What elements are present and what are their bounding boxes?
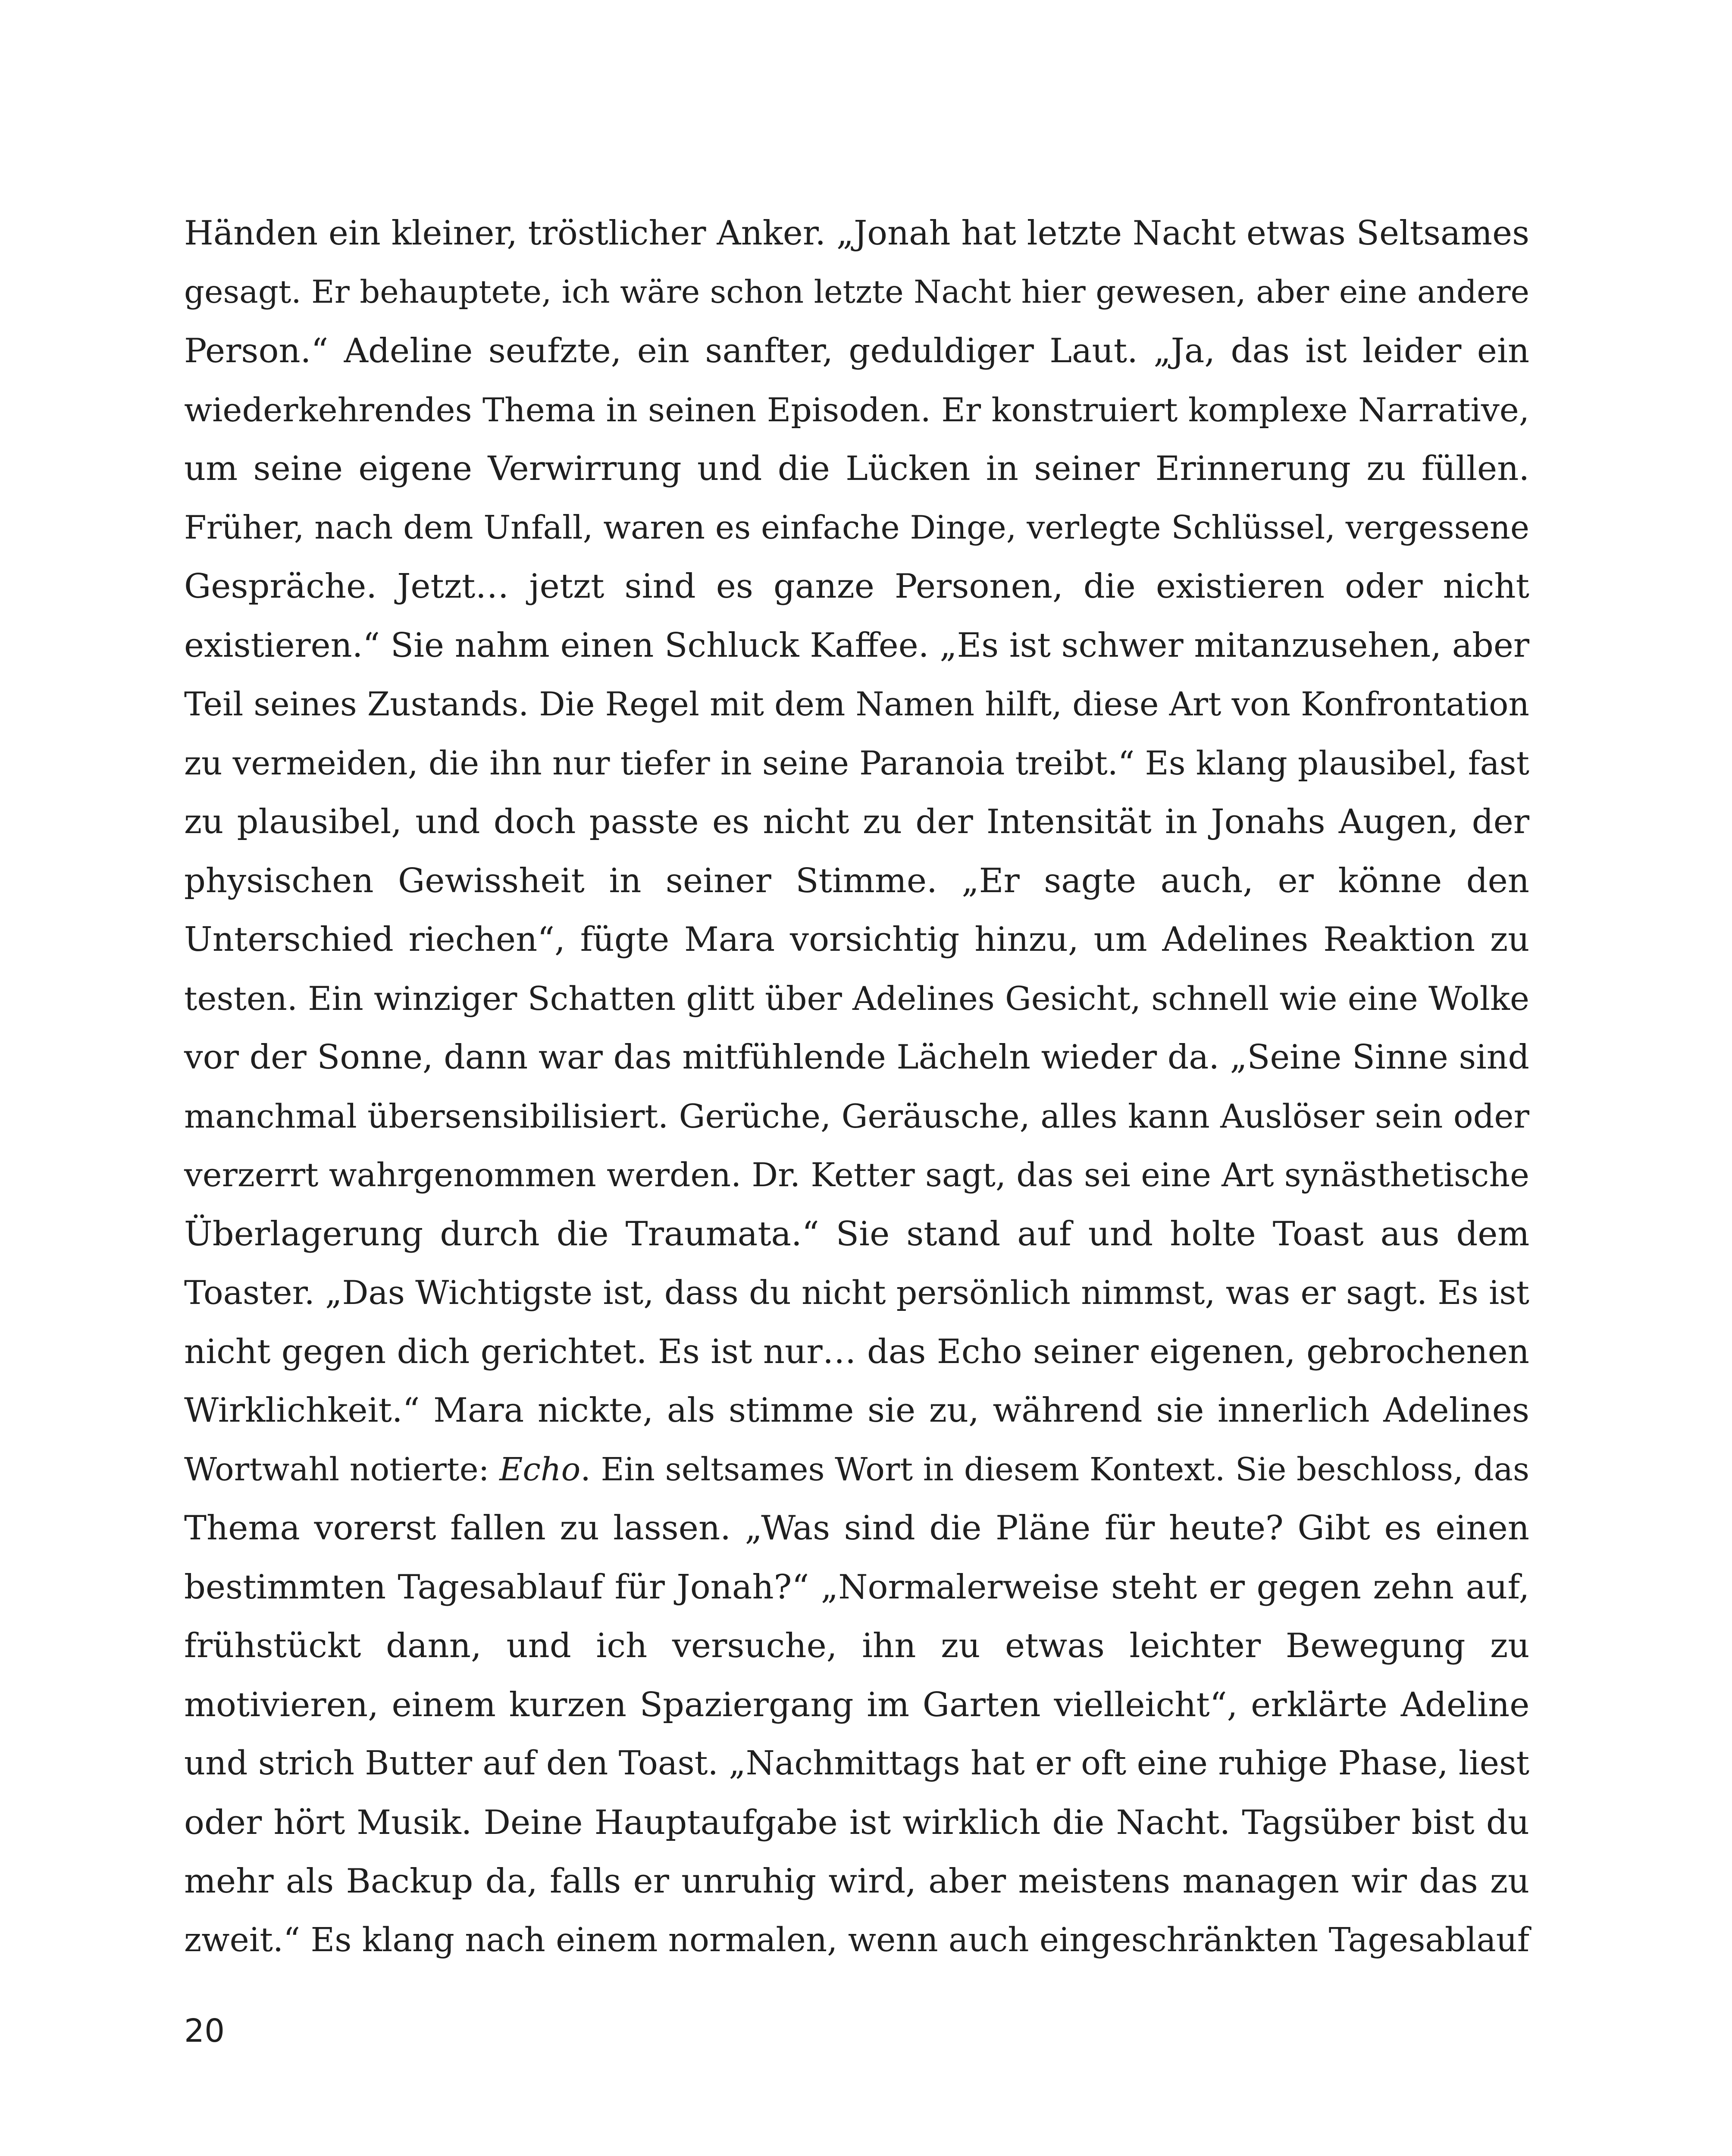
text-line: frühstückt dann, und ich versuche, ihn zu etwas leichter Bewegung zu — [184, 1626, 1530, 1665]
text-line: Thema vorerst fallen zu lassen. „Was sind die Pläne für heute? Gibt es einen — [184, 1509, 1529, 1548]
text-line: wiederkehrendes Thema in seinen Episoden. Er konstruiert komplexe Narrative, — [184, 390, 1529, 429]
text-line: um seine eigene Verwirrung und die Lücken in seiner Erinnerung zu füllen. — [184, 449, 1530, 488]
text-line: testen. Ein winziger Schatten glitt über Adelines Gesicht, schnell wie eine Wolke — [184, 979, 1529, 1018]
text-line: vor der Sonne, dann war das mitfühlende Lächeln wieder da. „Seine Sinne sind — [184, 1038, 1529, 1077]
text-line: Gespräche. Jetzt… jetzt sind es ganze Personen, die existieren oder nicht — [184, 567, 1529, 606]
text-line-last: zweit.“ Es klang nach einem normalen, wenn auch eingeschränkten Tagesablauf — [184, 1921, 1530, 1959]
text-line: existieren.“ Sie nahm einen Schluck Kaffee. „Es ist schwer mitanzusehen, aber — [184, 626, 1529, 665]
text-line: Person.“ Adeline seufzte, ein sanfter, geduldiger Laut. „Ja, das ist leider ein — [184, 332, 1530, 370]
text-line: motivieren, einem kurzen Spaziergang im Garten vielleicht“, erklärte Adeline — [184, 1685, 1530, 1724]
text-line: manchmal übersensibilisiert. Gerüche, Geräusche, alles kann Auslöser sein oder — [184, 1097, 1529, 1135]
text-line: Teil seines Zustands. Die Regel mit dem Namen hilft, diese Art von Konfrontation — [184, 685, 1529, 723]
text-line: Toaster. „Das Wichtigste ist, dass du nicht persönlich nimmst, was er sagt. Es ist — [184, 1273, 1529, 1312]
text-line: oder hört Musik. Deine Hauptaufgabe ist wirklich die Nacht. Tagsüber bist du — [184, 1803, 1529, 1842]
text-line: Händen ein kleiner, tröstlicher Anker. „Jonah hat letzte Nacht etwas Seltsames — [184, 214, 1530, 253]
text-line: Überlagerung durch die Traumata.“ Sie stand auf und holte Toast aus dem — [184, 1214, 1530, 1253]
echo-line-before: Wortwahl notierte: — [184, 1451, 500, 1488]
text-line: zu plausibel, und doch passte es nicht zu der Intensität in Jonahs Augen, der — [184, 802, 1530, 841]
echo-word: Echo — [499, 1451, 581, 1488]
text-line: und strich Butter auf den Toast. „Nachmittags hat er oft eine ruhige Phase, liest — [184, 1744, 1530, 1783]
text-line: physischen Gewissheit in seiner Stimme. „Er sagte auch, er könne den — [184, 861, 1529, 900]
text-line: mehr als Backup da, falls er unruhig wird, aber meistens managen wir das zu — [184, 1862, 1530, 1901]
text-line: Früher, nach dem Unfall, waren es einfache Dinge, verlegte Schlüssel, vergessene — [184, 508, 1529, 546]
body-text — [184, 204, 1529, 1970]
echo-line-after: . Ein seltsames Wort in diesem Kontext. Sie beschloss, das — [580, 1451, 1529, 1488]
page-number: 20 — [184, 2012, 225, 2049]
text-line-echo — [184, 1440, 1529, 1499]
text-line: Unterschied riechen“, fügte Mara vorsichtig hinzu, um Adelines Reaktion zu — [184, 920, 1530, 959]
text-line: Wirklichkeit.“ Mara nickte, als stimme sie zu, während sie innerlich Adelines — [184, 1391, 1529, 1430]
text-line: gesagt. Er behauptete, ich wäre schon letzte Nacht hier gewesen, aber eine andere — [184, 273, 1529, 310]
text-line: zu vermeiden, die ihn nur tiefer in seine Paranoia treibt.“ Es klang plausibel, fast — [184, 744, 1529, 782]
text-line: bestimmten Tagesablauf für Jonah?“ „Normalerweise steht er gegen zehn auf, — [184, 1567, 1530, 1607]
text-line: verzerrt wahrgenommen werden. Dr. Ketter sagt, das sei eine Art synästhetische — [184, 1156, 1529, 1194]
text-line: nicht gegen dich gerichtet. Es ist nur… das Echo seiner eigenen, gebrochenen — [184, 1332, 1530, 1371]
